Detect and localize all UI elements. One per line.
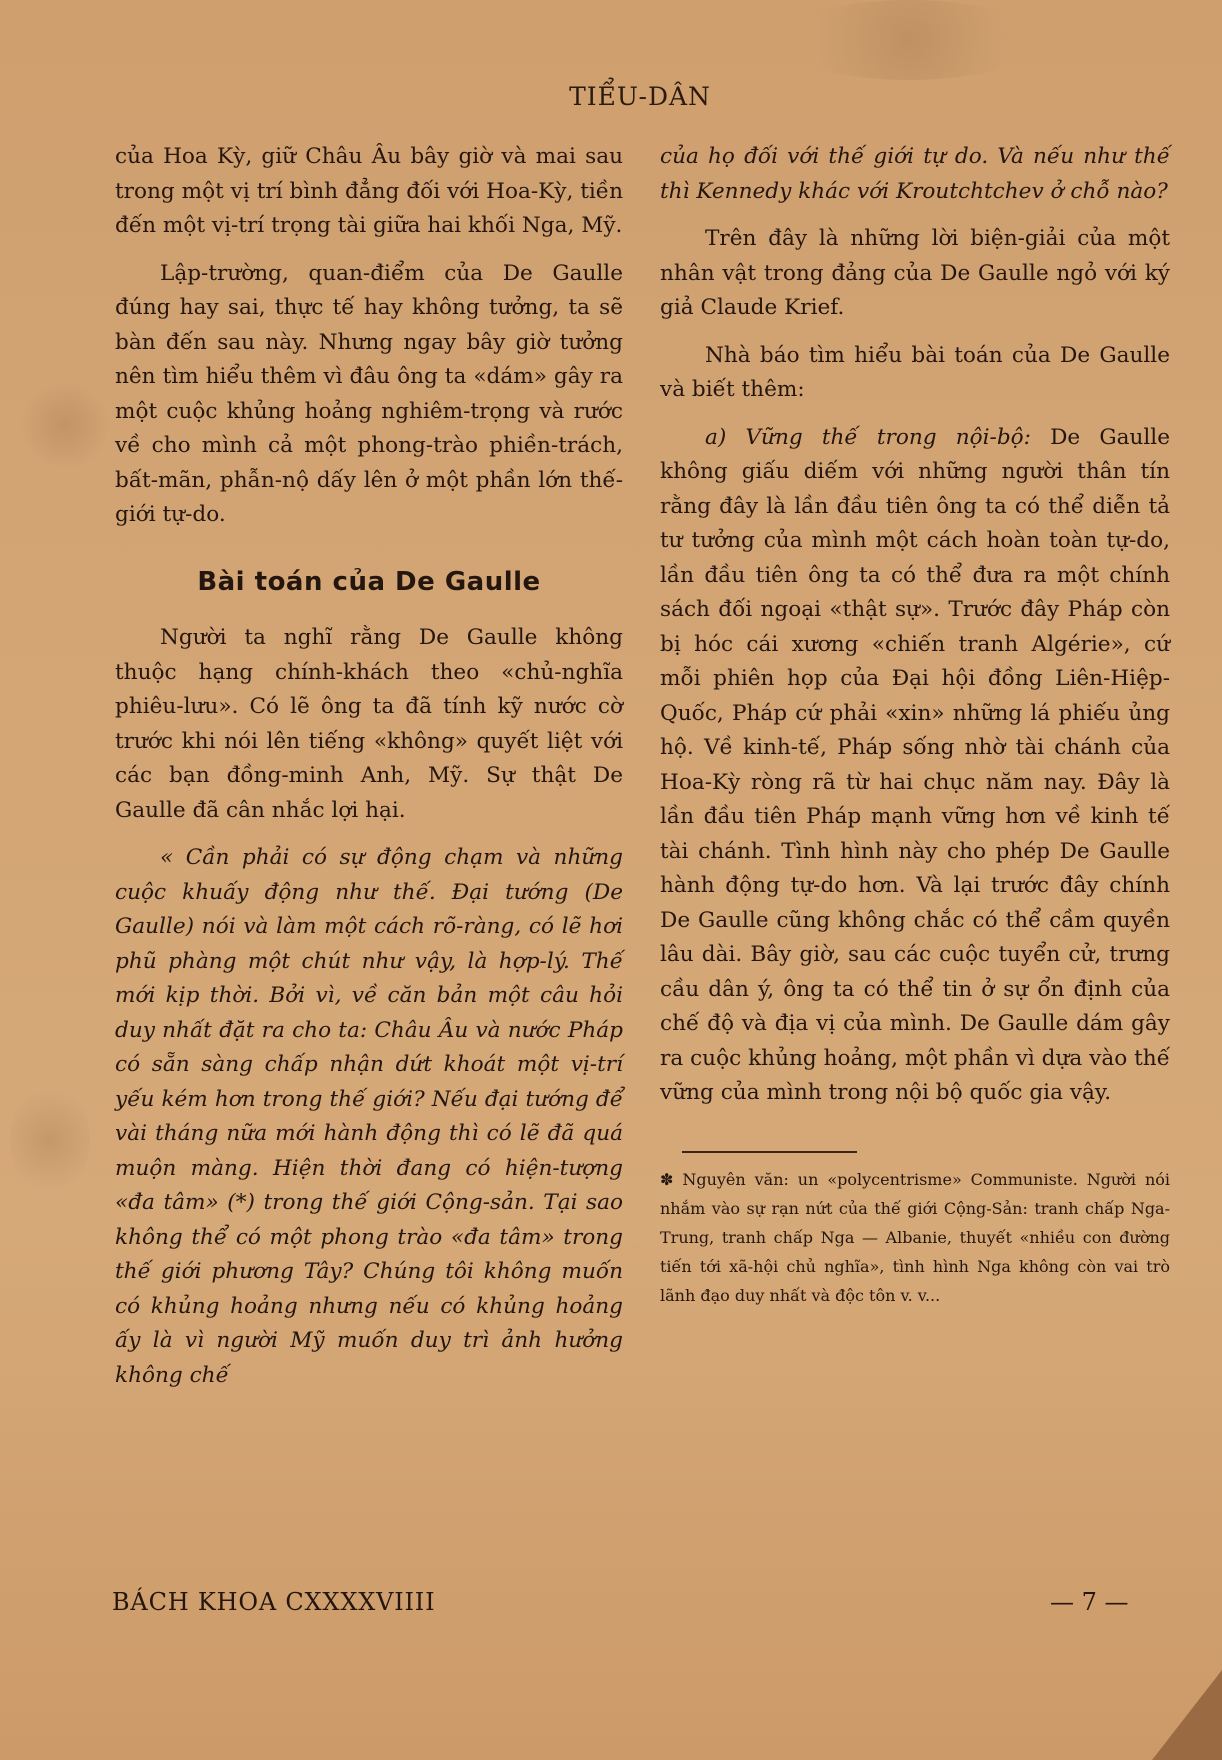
paper-stain	[20, 380, 110, 470]
magazine-issue: BÁCH KHOA CXXXXVIIII	[112, 1588, 436, 1616]
quotation: « Cần phải có sự động chạm và những cuộc khuấy động như thế. Đại tướng (De Gaulle) nói và làm một cách rõ-ràng, có lẽ hơi phũ phàng một chút như vậy, là hợp-lý. Thế mới kịp thời. Bởi vì, về căn bản một câu hỏi duy nhất đặt ra cho ta: Châu Âu và nước Pháp có sẵn sàng chấp nhận dứt khoát một vị-trí yếu kém hơn trong thế giới? Nếu đại tướng để vài tháng nữa mới hành động thì có lẽ đã quá muộn màng. Hiện thời đang có hiện-tượng «đa tâm» (*) trong thế giới Cộng-sản. Tại sao không thể có một phong trào «đa tâm» trong thế giới phương Tây? Chúng tôi không muốn có khủng hoảng nhưng nếu có khủng hoảng ấy là vì người Mỹ muốn duy trì ảnh hưởng không chế	[115, 845, 623, 1388]
footnote: ✽ Nguyên văn: un «polycentrisme» Communiste. Người nói nhắm vào sự rạn nứt của thế giới Cộng-Sản: tranh chấp Nga-Trung, tranh chấp Nga — Albanie, thuyết «nhiều con đường tiến tới xã-hội chủ nghĩa», tình hình Nga không còn vai trò lãnh đạo duy nhất và độc tôn v. v...	[660, 1169, 1170, 1305]
paragraph	[660, 421, 1170, 1111]
paragraph: Nhà báo tìm hiểu bài toán của De Gaulle và biết thêm:	[660, 342, 1170, 402]
paragraph: Người ta nghĩ rằng De Gaulle không thuộc hạng chính-khách theo «chủ-nghĩa phiêu-lưu». Có lẽ ông ta đã tính kỹ nước cờ trước khi nói lên tiếng «không» quyết liệt với các bạn đồng-minh Anh, Mỹ. Sự thật De Gaulle đã cân nhắc lợi hại.	[115, 625, 623, 823]
section-heading: Bài toán của De Gaulle	[197, 566, 541, 597]
left-column	[115, 140, 623, 1393]
running-header: TIỂU-DÂN	[569, 82, 711, 111]
footnote-rule	[682, 1151, 857, 1153]
page-number: — 7 —	[1050, 1588, 1129, 1616]
paper-stain	[780, 0, 1040, 80]
right-column	[660, 140, 1170, 1323]
paragraph: của Hoa Kỳ, giữ Châu Âu bây giờ và mai sau trong một vị trí bình đẳng đối với Hoa-Kỳ, tiền đến một vị-trí trọng tài giữa hai khối Nga, Mỹ.	[115, 144, 623, 238]
subheading: a) Vững thế trong nội-bộ:	[705, 424, 1031, 450]
paper-stain	[10, 1080, 90, 1200]
paragraph: Lập-trường, quan-điểm của De Gaulle đúng hay sai, thực tế hay không tưởng, ta sẽ bàn đến sau này. Nhưng ngay bây giờ tưởng nên tìm hiểu thêm vì đâu ông ta «dám» gây ra một cuộc khủng hoảng nghiêm-trọng và rước về cho mình cả một phong-trào phiền-trách, bất-mãn, phẫn-nộ dấy lên ở một phần lớn thế-giới tự-do.	[115, 260, 623, 527]
quotation-continued: của họ đối với thế giới tự do. Và nếu như thế thì Kennedy khác với Kroutchtchev ở chỗ nào?	[660, 144, 1170, 204]
paragraph: Trên đây là những lời biện-giải của một nhân vật trong đảng của De Gaulle ngỏ với ký giả Claude Krief.	[660, 226, 1170, 320]
torn-corner	[1152, 1670, 1222, 1760]
paragraph-text: De Gaulle không giấu diếm với những người thân tín rằng đây là lần đầu tiên ông ta có thể diễn tả tư tưởng của mình một cách hoàn toàn tự-do, lần đầu tiên ông ta có thể đưa ra một chính sách đối ngoại «thật sự». Trước đây Pháp còn bị hóc cái xương «chiến tranh Algérie», cứ mỗi phiên họp của Đại hội đồng Liên-Hiệp-Quốc, Pháp cứ phải «xin» những lá phiếu ủng hộ. Về kinh-tế, Pháp sống nhờ tài chánh của Hoa-Kỳ ròng rã từ hai chục năm nay. Đây là lần đầu tiên Pháp mạnh vững hơn về kinh tế tài chánh. Tình hình này cho phép De Gaulle hành động tự-do hơn. Và lại trước đây chính De Gaulle cũng không chắc có thể cầm quyền lâu dài. Bây giờ, sau các cuộc tuyển cử, trưng cầu dân ý, ông ta có thể tin ở sự ổn định của chế độ và địa vị của mình. De Gaulle dám gây ra cuộc khủng hoảng, một phần vì dựa vào thế vững của mình trong nội bộ quốc gia vậy.	[660, 424, 1170, 1105]
